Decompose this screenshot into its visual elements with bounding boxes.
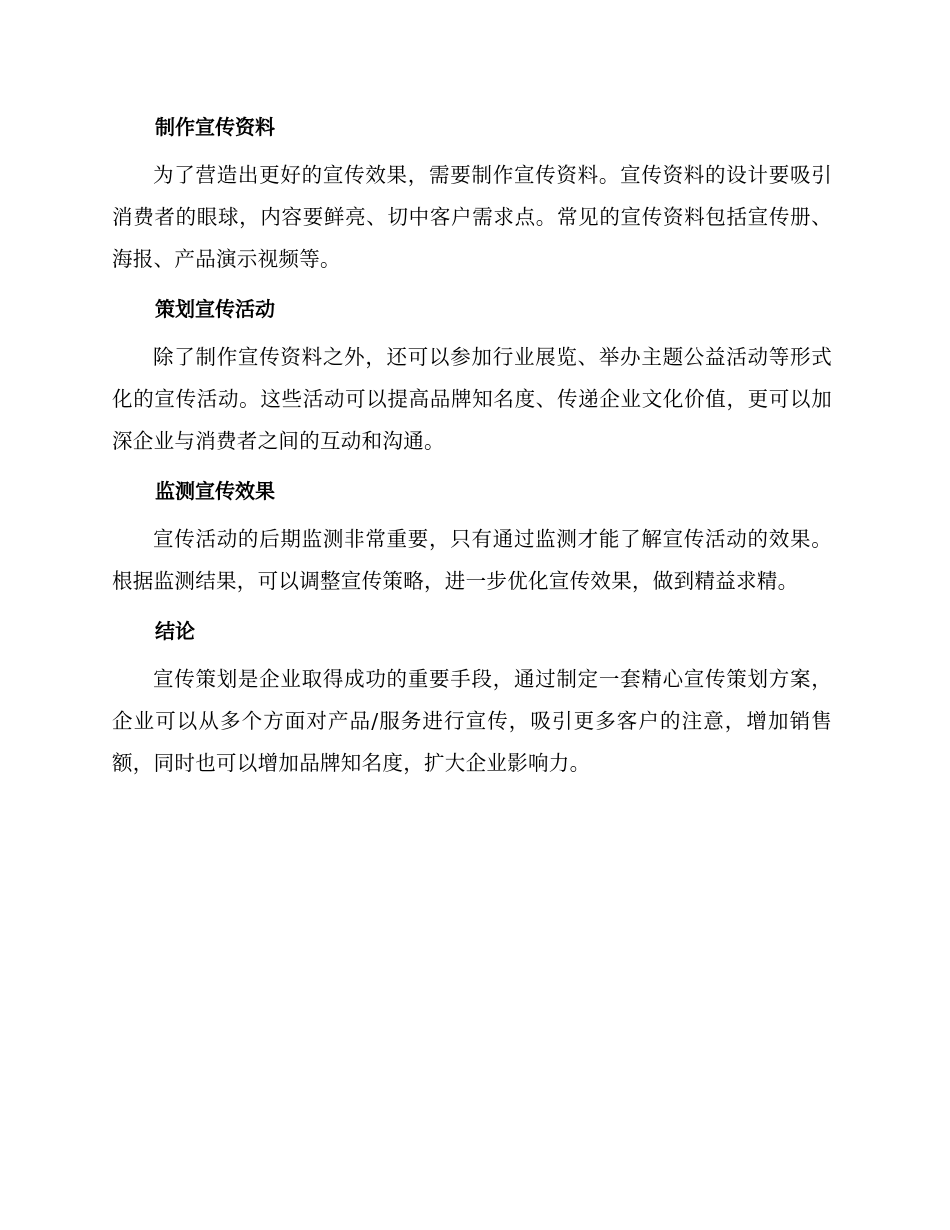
- section-paragraph: 宣传策划是企业取得成功的重要手段，通过制定一套精心宣传策划方案，企业可以从多个方面对产品/服务进行宣传，吸引更多客户的注意，增加销售额，同时也可以增加品牌知名度，扩大企业影响力。: [112, 667, 832, 775]
- section-promo-activities: [112, 292, 832, 462]
- section-promo-materials: [112, 110, 832, 280]
- section-heading: 结论: [155, 619, 195, 643]
- section-paragraph: 为了营造出更好的宣传效果，需要制作宣传资料。宣传资料的设计要吸引消费者的眼球，内容要鲜亮、切中客户需求点。常见的宣传资料包括宣传册、海报、产品演示视频等。: [112, 163, 832, 271]
- section-heading: 制作宣传资料: [155, 115, 275, 139]
- section-monitor-effect: [112, 474, 832, 602]
- section-conclusion: [112, 614, 832, 784]
- section-heading: 监测宣传效果: [155, 479, 275, 503]
- document-page: [112, 110, 832, 796]
- section-paragraph: 宣传活动的后期监测非常重要，只有通过监测才能了解宣传活动的效果。根据监测结果，可以调整宣传策略，进一步优化宣传效果，做到精益求精。: [112, 527, 832, 593]
- section-heading: 策划宣传活动: [155, 297, 275, 321]
- section-paragraph: 除了制作宣传资料之外，还可以参加行业展览、举办主题公益活动等形式化的宣传活动。这些活动可以提高品牌知名度、传递企业文化价值，更可以加深企业与消费者之间的互动和沟通。: [112, 345, 832, 453]
